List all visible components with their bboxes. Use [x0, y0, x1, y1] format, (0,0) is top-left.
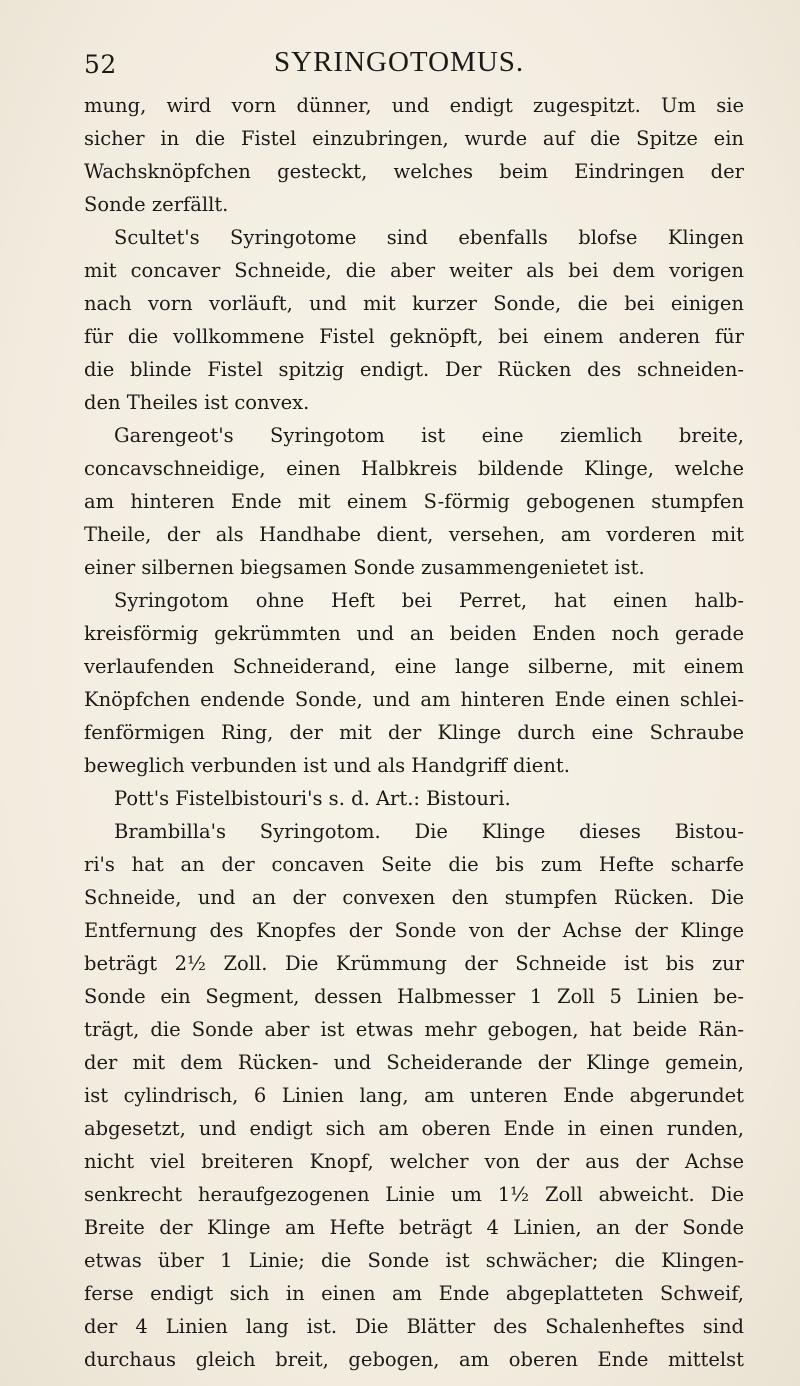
running-head: SYRINGOTOMUS.: [274, 46, 525, 78]
text-line: beweglich verbunden ist und als Handgriff dient.: [84, 754, 570, 777]
text-line: fenförmigen Ring, der mit der Klinge durch eine Schraube: [84, 721, 744, 744]
body-text: [84, 89, 744, 1376]
text-line: einer silbernen biegsamen Sonde zusammengenietet ist.: [84, 556, 645, 579]
text-line: die blinde Fistel spitzig endigt. Der Rücken des schneiden-: [84, 358, 744, 381]
text-line: sicher in die Fistel einzubringen, wurde auf die Spitze ein: [84, 127, 744, 150]
text-line: beträgt 2½ Zoll. Die Krümmung der Schneide ist bis zur: [84, 952, 744, 975]
text-line: Brambilla's Syringotom. Die Klinge dieses Bistou-: [114, 820, 744, 843]
text-line: senkrecht heraufgezogenen Linie um 1½ Zoll abweicht. Die: [84, 1183, 744, 1206]
text-line: ri's hat an der concaven Seite die bis zum Hefte scharfe: [84, 853, 744, 876]
text-line: der 4 Linien lang ist. Die Blätter des Schalenheftes sind: [84, 1315, 744, 1338]
text-line: Pott's Fistelbistouri's s. d. Art.: Bistouri.: [114, 787, 511, 810]
text-line: Theile, der als Handhabe dient, versehen, am vorderen mit: [84, 523, 744, 546]
text-line: Syringotom ohne Heft bei Perret, hat einen halb-: [114, 589, 744, 612]
text-line: abgesetzt, und endigt sich am oberen Ende in einen runden,: [84, 1117, 744, 1140]
text-line: concavschneidige, einen Halbkreis bildende Klinge, welche: [84, 457, 744, 480]
text-line: der mit dem Rücken- und Scheiderande der Klinge gemein,: [84, 1051, 744, 1074]
text-line: Wachsknöpfchen gesteckt, welches beim Eindringen der: [84, 160, 744, 183]
text-line: Knöpfchen endende Sonde, und am hinteren Ende einen schlei-: [84, 688, 744, 711]
text-line: Sonde zerfällt.: [84, 193, 229, 216]
text-line: mung, wird vorn dünner, und endigt zugespitzt. Um sie: [84, 94, 744, 117]
page-header: [84, 46, 744, 86]
text-line: verlaufenden Schneiderand, eine lange silberne, mit einem: [84, 655, 744, 678]
text-line: nach vorn vorläuft, und mit kurzer Sonde, die bei einigen: [84, 292, 744, 315]
text-line: mit concaver Schneide, die aber weiter als bei dem vorigen: [84, 259, 744, 282]
text-line: den Theiles ist convex.: [84, 391, 310, 414]
text-line: durchaus gleich breit, gebogen, am oberen Ende mittelst: [84, 1348, 744, 1371]
text-line: Scultet's Syringotome sind ebenfalls blofse Klingen: [114, 226, 744, 249]
text-line: am hinteren Ende mit einem S-förmig gebogenen stumpfen: [84, 490, 744, 513]
text-line: ist cylindrisch, 6 Linien lang, am unteren Ende abgerundet: [84, 1084, 744, 1107]
text-line: trägt, die Sonde aber ist etwas mehr gebogen, hat beide Rän-: [84, 1018, 744, 1041]
text-line: Breite der Klinge am Hefte beträgt 4 Linien, an der Sonde: [84, 1216, 744, 1239]
text-line: kreisförmig gekrümmten und an beiden Enden noch gerade: [84, 622, 744, 645]
text-line: Garengeot's Syringotom ist eine ziemlich breite,: [114, 424, 744, 447]
text-line: Entfernung des Knopfes der Sonde von der Achse der Klinge: [84, 919, 744, 942]
text-line: etwas über 1 Linie; die Sonde ist schwächer; die Klingen-: [84, 1249, 744, 1272]
text-line: Sonde ein Segment, dessen Halbmesser 1 Zoll 5 Linien be-: [84, 985, 744, 1008]
text-line: für die vollkommene Fistel geknöpft, bei einem anderen für: [84, 325, 744, 348]
text-line: nicht viel breiteren Knopf, welcher von der aus der Achse: [84, 1150, 744, 1173]
text-line: ferse endigt sich in einen am Ende abgeplatteten Schweif,: [84, 1282, 744, 1305]
page-number: 52: [84, 50, 117, 79]
text-line: Schneide, und an der convexen den stumpfen Rücken. Die: [84, 886, 744, 909]
